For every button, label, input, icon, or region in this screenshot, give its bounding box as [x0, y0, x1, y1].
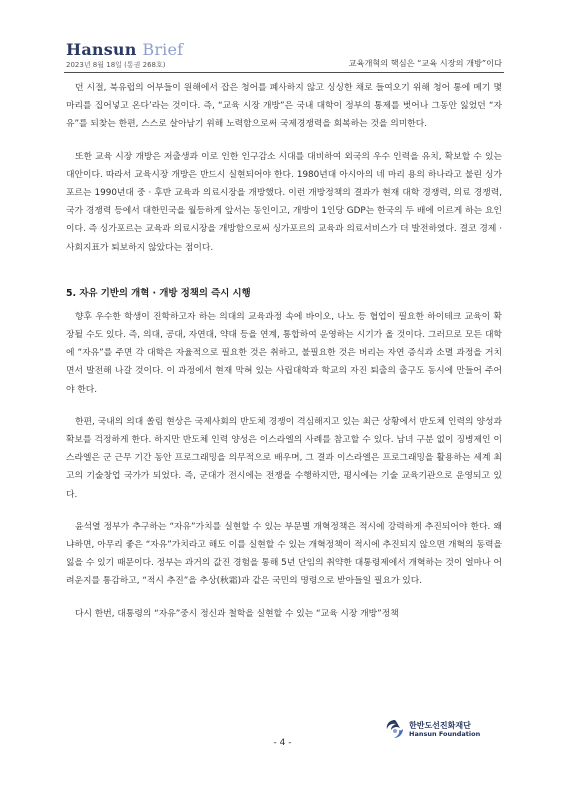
- hansun-foundation-swirl-icon: [384, 718, 406, 740]
- document-header: [66, 38, 502, 74]
- document-body: [66, 79, 502, 637]
- foundation-name-ko: 한반도선진화재단: [409, 721, 471, 730]
- body-paragraph: 윤석열 정부가 추구하는 “자유”가치를 실현할 수 있는 부문별 개혁정책은 적시에 강력하게 추진되어야 한다. 왜냐하면, 아무리 좋은 “자유”가치라고 해도 이를 실현할 수 있는 개혁정책이 적시에 추진되지 않으면 개혁의 동력을 잃을 수 있기 때문이다. 정부는 과거의 값진 경험을 통해 5년 단임의 취약한 대통령제에서 개혁하는 것이 얼마나 어려운지를 통감하고, “적시 추진”을 추상(秋霜)과 같은 국민의 명령으로 받아들일 필요가 있다.: [66, 521, 502, 587]
- body-paragraph: 또한 교육 시장 개방은 저출생과 이로 인한 인구감소 시대를 대비하여 외국의 우수 인력을 유치, 확보할 수 있는 대안이다. 따라서 교육시장 개방은 반드시 실현되어야 한다. 1980년대 아시아의 네 마리 용의 하나라고 불린 싱가포르는 1990년대 중 · 후반 교육과 의료시장을 개방했다. 이런 개방정책의 결과가 현재 대학 경쟁력, 의료 경쟁력, 국가 경쟁력 등에서 대한민국을 월등하게 앞서는 동인이고, 개방이 1인당 GDP는 한국의 두 배에 이르게 하는 요인이다. 즉 싱가포르는 교육과 의료시장을 개방함으로써 싱가포르의 교육과 의료서비스가 더 발전하였다. 결코 경제 · 사회지표가 퇴보하지 않았다는 점이다.: [66, 151, 502, 253]
- document-title: 교육개혁의 핵심은 “교육 시장의 개방”이다: [348, 58, 502, 68]
- page-number: - 4 -: [273, 738, 292, 748]
- brand-logo-text: [66, 40, 183, 59]
- body-paragraph: 한편, 국내의 의대 쏠림 현상은 국제사회의 반도체 경쟁이 격심해지고 있는 최근 상황에서 반도체 인력의 양성과 확보를 걱정하게 한다. 하지만 반도체 인력 양성은 이스라엘의 사례를 참고할 수 있다. 남녀 구분 없이 징병제인 이스라엘은 군 근무 기간 동안 프로그래밍을 의무적으로 배우며, 그 결과 이스라엘은 프로그래밍을 활용하는 세계 최고의 기술창업 국가가 되었다. 즉, 군대가 전시에는 전쟁을 수행하지만, 평시에는 기술 교육기관으로 운영되고 있다.: [66, 416, 502, 500]
- brand-main: Hansun: [66, 40, 137, 59]
- foundation-name-en: Hansun Foundation: [409, 730, 481, 738]
- body-paragraph: 던 시절, 북유럽의 어부들이 원해에서 잡은 청어를 폐사하지 않고 싱싱한 채로 들여오기 위해 청어 통에 메기 몇 마리를 집어넣고 온다’라는 것이다. 즉, “교육 시장 개방”은 국내 대학이 정부의 통제를 벗어나 그동안 잃었던 “자유”를 되찾는 한편, 스스로 살아남기 위해 노력함으로써 국제경쟁력을 회복하는 것을 의미한다.: [66, 83, 502, 130]
- brand-sub: Brief: [142, 40, 184, 59]
- header-divider: [64, 72, 504, 73]
- body-paragraph: 향후 우수한 학생이 진학하고자 하는 의대의 교육과정 속에 바이오, 나노 등 협업이 필요한 하이테크 교육이 확장될 수도 있다. 즉, 의대, 공대, 자연대, 약대 등을 연계, 통합하여 운영하는 시기가 올 것이다. 그러므로 모든 대학에 “자유”를 주면 각 대학은 자율적으로 필요한 것은 취하고, 불필요한 것은 버리는 자연 증식과 소멸 과정을 거치면서 발전해 나갈 것이다. 이 과정에서 현재 막혀 있는 사립대학과 학교의 자진 퇴출의 출구도 동시에 만들어 주어야 한다.: [66, 311, 502, 395]
- section-heading: 5. 자유 기반의 개혁 · 개방 정책의 즉시 시행: [66, 287, 251, 299]
- body-paragraph: 다시 한번, 대통령의 “자유”중시 정신과 철학을 실현할 수 있는 “교육 시장 개방”정책: [75, 608, 399, 619]
- issue-date: 2023년 8월 18일 (통권 268호): [66, 61, 166, 69]
